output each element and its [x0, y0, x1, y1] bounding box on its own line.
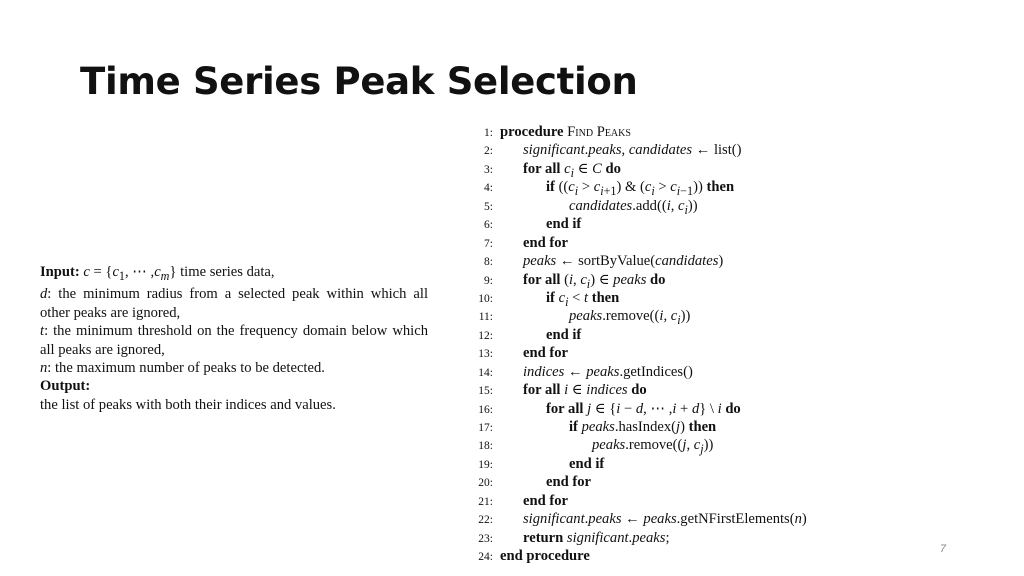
algo-line-20 — [473, 473, 893, 491]
algo-code: for all (i, $c_i$) ∈ peaks do — [523, 271, 666, 291]
output-label: Output: — [40, 378, 91, 395]
algo-line-4 — [473, 178, 893, 199]
algo-line-5 — [473, 197, 893, 215]
algo-line-19 — [473, 455, 893, 473]
algo-code: return significant.peaks; — [523, 529, 670, 546]
algo-code: for all i ∈ indices do — [523, 382, 647, 399]
algo-line-8 — [473, 252, 893, 270]
line-number: 12: — [478, 329, 493, 342]
algo-line-11 — [473, 307, 893, 328]
line-number: 16: — [478, 403, 493, 416]
algo-line-9 — [473, 271, 893, 289]
line-number: 21: — [478, 495, 493, 508]
input-t-line: t: the minimum threshold on the frequency domain below which all peaks are ignored, — [40, 323, 428, 358]
algo-code: candidates.add((i, $c_i$)) — [569, 197, 698, 217]
line-number: 9: — [484, 274, 493, 287]
line-number: 13: — [478, 348, 493, 361]
algo-code: end procedure — [500, 548, 590, 565]
line-number: 6: — [484, 219, 493, 232]
algo-code: for all j ∈ {i − d, ⋯ ,i + d} \ i do — [546, 400, 741, 417]
algo-code: procedure Find Peaks — [500, 124, 631, 140]
input-label: Input: — [40, 264, 80, 280]
line-number: 19: — [478, 458, 493, 471]
algo-code: indices ← peaks.getIndices() — [523, 363, 693, 380]
line-number: 17: — [478, 422, 493, 434]
input-n-line: n: the maximum number of peaks to be detected. — [40, 359, 325, 376]
algo-code: end if — [546, 326, 582, 343]
line-number: 15: — [478, 385, 493, 398]
page-number: 7 — [939, 543, 946, 555]
line-number: 8: — [484, 256, 493, 269]
line-number: 23: — [478, 532, 493, 545]
algo-code: peaks ← sortByValue(candidates) — [523, 253, 724, 270]
input-c-text: $c = \{c_1$, ⋯ $,c_m$} time series data, — [83, 264, 275, 283]
algo-code: end for — [523, 345, 568, 362]
line-number: 7: — [484, 237, 493, 250]
algo-line-14 — [473, 363, 893, 381]
algo-line-22 — [473, 510, 893, 528]
algo-line-23 — [473, 529, 893, 547]
line-number: 18: — [478, 440, 493, 453]
input-d-line: d: the minimum radius from a selected peak within which all other peaks are ignored, — [40, 286, 428, 321]
algo-line-2 — [473, 141, 893, 159]
line-number: 1: — [484, 127, 493, 139]
algo-code: significant.peaks, candidates ← list() — [523, 142, 742, 159]
algo-line-15 — [473, 381, 893, 399]
algo-line-6 — [473, 215, 893, 233]
algo-code: if ($(c_i > c_{i+1})$ & $(c_i > c_{i-1})$) then — [546, 179, 735, 199]
algorithm-listing — [473, 123, 893, 566]
algo-line-7 — [473, 234, 893, 252]
line-number: 14: — [478, 366, 493, 379]
algo-code: if $c_i < t$ then — [546, 289, 620, 309]
algo-line-12 — [473, 326, 893, 344]
output-label-line — [40, 377, 428, 395]
line-number: 2: — [484, 145, 493, 158]
algo-line-24 — [473, 547, 893, 565]
line-number: 24: — [478, 551, 493, 564]
line-number: 4: — [484, 182, 493, 195]
slide-title: Time Series Peak Selection — [80, 60, 638, 103]
input-c-line — [40, 263, 428, 285]
algo-code: end if — [569, 455, 605, 472]
line-number: 5: — [484, 200, 493, 213]
algo-line-17 — [473, 418, 893, 436]
algo-line-10 — [473, 289, 893, 307]
algo-code: end for — [523, 492, 568, 509]
algo-code: for all $c_i$ ∈ C do — [523, 160, 621, 180]
line-number: 20: — [478, 477, 493, 490]
algo-code: if peaks.hasIndex(j) then — [569, 419, 717, 435]
algo-line-3 — [473, 160, 893, 178]
algo-line-13 — [473, 344, 893, 362]
algo-code: end if — [546, 216, 582, 233]
algo-line-16 — [473, 400, 893, 418]
algo-line-18 — [473, 436, 893, 457]
line-number: 11: — [478, 311, 493, 324]
line-number: 10: — [478, 292, 493, 305]
input-output-description — [40, 263, 428, 414]
algo-code: end for — [523, 234, 568, 251]
algo-code: significant.peaks ← peaks.getNFirstElements(n) — [523, 511, 807, 528]
algo-line-21 — [473, 492, 893, 510]
algo-line-1 — [473, 123, 893, 141]
line-number: 22: — [478, 514, 493, 527]
algo-code: peaks.remove((j, $c_j$)) — [592, 437, 714, 457]
output-text: the list of peaks with both their indices and values. — [40, 396, 336, 413]
line-number: 3: — [484, 163, 493, 176]
algo-code: end for — [546, 474, 591, 491]
algo-code: peaks.remove((i, $c_i$)) — [569, 308, 691, 328]
